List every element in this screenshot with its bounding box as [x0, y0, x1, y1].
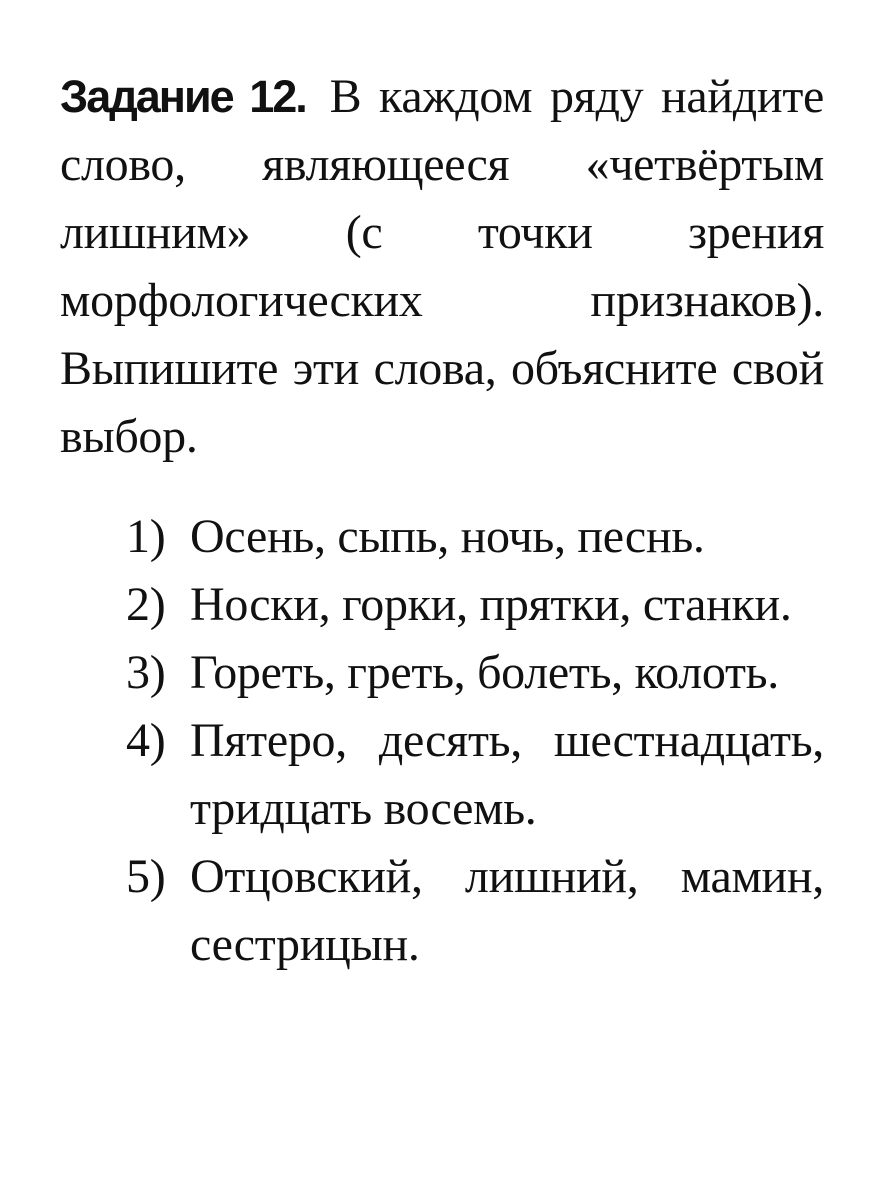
list-item — [60, 639, 824, 707]
word-rows-list — [60, 503, 824, 979]
list-item — [60, 707, 824, 843]
task-paragraph — [60, 63, 824, 471]
list-item-number: 3) — [126, 646, 166, 699]
list-item-number: 1) — [126, 510, 166, 563]
list-item-text: Пятеро, десять, шестнадцать, тридцать восемь. — [190, 714, 824, 835]
list-item-text: Отцовский, лишний, мамин, сестрицын. — [190, 850, 824, 971]
list-item-text: Осень, сыпь, ночь, песнь. — [190, 510, 705, 563]
list-item-text: Гореть, греть, болеть, колоть. — [190, 646, 779, 699]
list-item — [60, 843, 824, 979]
list-item-text: Носки, горки, прятки, станки. — [190, 578, 792, 631]
document-page — [60, 63, 824, 979]
task-label: Задание 12. — [60, 71, 306, 122]
list-item-number: 2) — [126, 578, 166, 631]
list-item-number: 5) — [126, 850, 166, 903]
task-text: В каждом ряду найдите слово, являющееся «четвёртым лишним» (с точки зрения морфологических признаков). Выпишите эти слова, объясните свой выбор. — [60, 70, 824, 463]
list-item-number: 4) — [126, 714, 166, 767]
list-item — [60, 503, 824, 571]
list-item — [60, 571, 824, 639]
